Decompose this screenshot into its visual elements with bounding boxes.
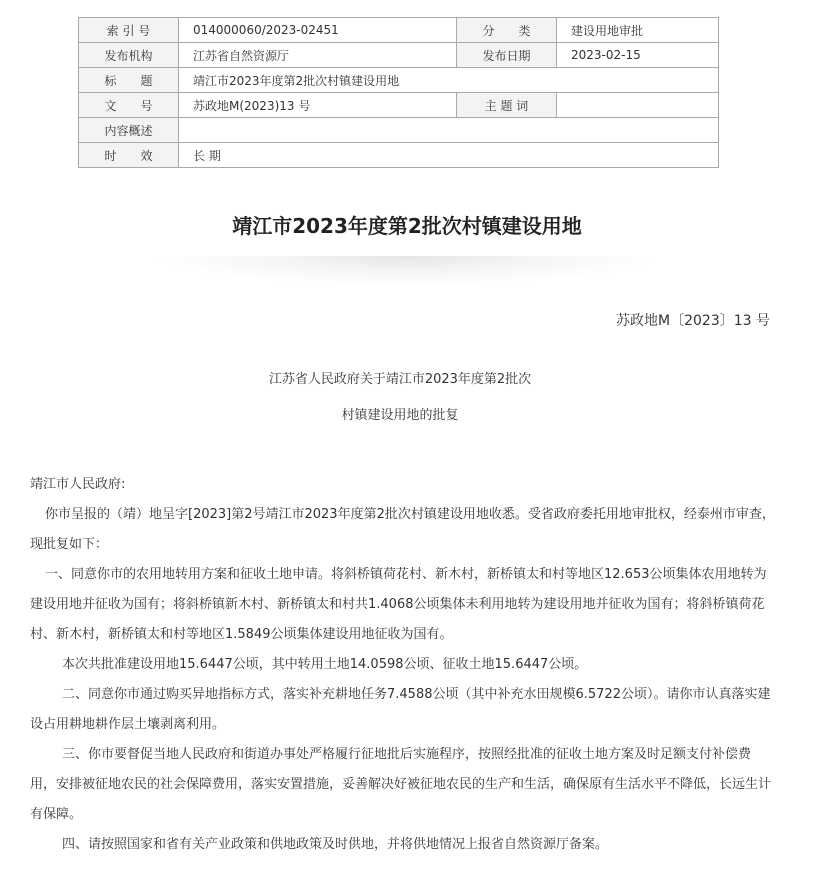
paragraph-item-4: 四、请按照国家和省有关产业政策和供地政策及时供地，并将供地情况上报省自然资源厅备案。 — [62, 837, 609, 852]
summary-value — [179, 118, 719, 143]
paragraph-total: 本次共批准建设用地15.6447公顷，其中转用土地14.0598公顷、征收土地15.6447公顷。 — [62, 657, 588, 672]
meta-row-publisher — [79, 43, 719, 68]
category-label: 分 类 — [457, 18, 557, 43]
paragraph-item-2: 二、同意你市通过购买异地指标方式，落实补充耕地任务7.4588公顷（其中补充水田规模6.5722公顷）。请你市认真落实建设占用耕地耕作层土壤剥离利用。 — [30, 687, 771, 732]
title-value: 靖江市2023年度第2批次村镇建设用地 — [179, 68, 719, 93]
page-title: 靖江市2023年度第2批次村镇建设用地 — [232, 214, 582, 238]
category-value: 建设用地审批 — [557, 18, 719, 43]
index-value: 014000060/2023-02451 — [179, 18, 457, 43]
document-body — [30, 470, 775, 860]
validity-label: 时 效 — [79, 143, 179, 168]
subject-label: 主 题 词 — [457, 93, 557, 118]
meta-row-validity — [79, 143, 719, 168]
date-value: 2023-02-15 — [557, 43, 719, 68]
docno-value: 苏政地M(2023)13 号 — [179, 93, 457, 118]
summary-label: 内容概述 — [79, 118, 179, 143]
subtitle-line-1: 江苏省人民政府关于靖江市2023年度第2批次 — [268, 372, 532, 387]
paragraph-item-3: 三、你市要督促当地人民政府和街道办事处严格履行征地批后实施程序，按照经批准的征收土地方案及时足额支付补偿费用，安排被征地农民的社会保障费用，落实安置措施，妥善解决好被征地农民的生产和生活，确保原有生活水平不降低，长远生计有保障。 — [30, 747, 772, 822]
document-number: 苏政地M〔2023〕13 号 — [616, 313, 770, 329]
metadata-table — [78, 17, 719, 168]
validity-value: 长 期 — [179, 143, 719, 168]
publisher-label: 发布机构 — [79, 43, 179, 68]
index-label: 索 引 号 — [79, 18, 179, 43]
meta-row-docno — [79, 93, 719, 118]
subtitle-line-2: 村镇建设用地的批复 — [341, 408, 459, 423]
meta-row-title — [79, 68, 719, 93]
meta-row-index — [79, 18, 719, 43]
meta-row-summary — [79, 118, 719, 143]
salutation: 靖江市人民政府: — [30, 477, 126, 492]
docno-label: 文 号 — [79, 93, 179, 118]
paragraph-intro: 你市呈报的（靖）地呈字[2023]第2号靖江市2023年度第2批次村镇建设用地收悉。受省政府委托用地审批权，经泰州市审查，现批复如下： — [30, 507, 775, 552]
subject-value — [557, 93, 719, 118]
title-divider-shadow — [150, 256, 664, 286]
date-label: 发布日期 — [457, 43, 557, 68]
title-label: 标 题 — [79, 68, 179, 93]
publisher-value: 江苏省自然资源厅 — [179, 43, 457, 68]
paragraph-item-1: 一、同意你市的农用地转用方案和征收土地申请。将斜桥镇荷花村、新木村，新桥镇太和村等地区12.653公顷集体农用地转为建设用地并征收为国有；将斜桥镇新木村、新桥镇太和村共1.4068公顷集体未利用地转为建设用地并征收为国有；将斜桥镇荷花村、新木村，新桥镇太和村等地区1.5849公顷集体建设用地征收为国有。 — [30, 567, 767, 642]
